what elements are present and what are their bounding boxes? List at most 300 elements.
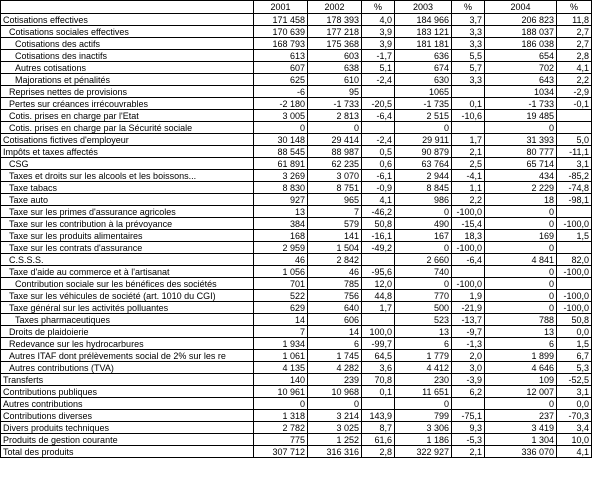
value-cell: -1,7 <box>362 50 395 62</box>
value-cell: 674 <box>395 62 452 74</box>
row-label: Taxe sur les contribution à la prévoyance <box>1 218 254 230</box>
value-cell: 0 <box>395 242 452 254</box>
value-cell: 523 <box>395 314 452 326</box>
value-cell: 384 <box>254 218 308 230</box>
row-label: Taxe tabacs <box>1 182 254 194</box>
value-cell: -70,3 <box>557 410 592 422</box>
row-label: Majorations et pénalités <box>1 74 254 86</box>
value-cell: 169 <box>485 230 557 242</box>
row-label: Redevance sur les hydrocarbures <box>1 338 254 350</box>
value-cell: 13 <box>395 326 452 338</box>
value-cell: -3,9 <box>452 374 485 386</box>
header-cell: 2003 <box>395 1 452 14</box>
value-cell <box>362 86 395 98</box>
value-cell <box>362 254 395 266</box>
value-cell: 6 <box>308 338 362 350</box>
value-cell: -15,4 <box>452 218 485 230</box>
value-cell: -85,2 <box>557 170 592 182</box>
value-cell: 3,7 <box>452 14 485 26</box>
value-cell: -100,0 <box>557 266 592 278</box>
value-cell: 1 899 <box>485 350 557 362</box>
value-cell: 3,4 <box>557 422 592 434</box>
value-cell <box>557 110 592 122</box>
value-cell: -95,6 <box>362 266 395 278</box>
value-cell: 0 <box>395 122 452 134</box>
value-cell: 0 <box>485 242 557 254</box>
value-cell: 638 <box>308 62 362 74</box>
value-cell: 0 <box>395 206 452 218</box>
value-cell: 10 968 <box>308 386 362 398</box>
value-cell: 0 <box>254 122 308 134</box>
value-cell: 2 229 <box>485 182 557 194</box>
value-cell: -2 180 <box>254 98 308 110</box>
value-cell: 2 944 <box>395 170 452 182</box>
row-label: Autres cotisations <box>1 62 254 74</box>
value-cell: 701 <box>254 278 308 290</box>
value-cell: 2,5 <box>452 158 485 170</box>
row-label: Cotis. prises en charge par la Sécurité sociale <box>1 122 254 134</box>
value-cell: -2,4 <box>362 134 395 146</box>
value-cell: 80 777 <box>485 146 557 158</box>
value-cell: 0 <box>485 122 557 134</box>
header-cell: 2002 <box>308 1 362 14</box>
value-cell: 9,3 <box>452 422 485 434</box>
value-cell: 799 <box>395 410 452 422</box>
row-label: Divers produits techniques <box>1 422 254 434</box>
value-cell: 140 <box>254 374 308 386</box>
row-label: Taxe général sur les activités polluantes <box>1 302 254 314</box>
table-row <box>1 302 592 314</box>
value-cell: 14 <box>308 326 362 338</box>
value-cell: 0 <box>485 398 557 410</box>
value-cell: -6,1 <box>362 170 395 182</box>
value-cell: -10,6 <box>452 110 485 122</box>
value-cell <box>557 242 592 254</box>
value-cell: 610 <box>308 74 362 86</box>
value-cell: 490 <box>395 218 452 230</box>
value-cell: 2,0 <box>452 350 485 362</box>
value-cell: 50,8 <box>557 314 592 326</box>
value-cell: 5,5 <box>452 50 485 62</box>
value-cell: 3 214 <box>308 410 362 422</box>
value-cell: 109 <box>485 374 557 386</box>
table-row <box>1 74 592 86</box>
value-cell: 237 <box>485 410 557 422</box>
value-cell: 29 911 <box>395 134 452 146</box>
value-cell: -2,4 <box>362 74 395 86</box>
value-cell: 8 845 <box>395 182 452 194</box>
value-cell: 1,7 <box>452 134 485 146</box>
value-cell: 579 <box>308 218 362 230</box>
value-cell: -100,0 <box>557 302 592 314</box>
value-cell: 6 <box>395 338 452 350</box>
value-cell: 3 419 <box>485 422 557 434</box>
value-cell: 11,8 <box>557 14 592 26</box>
row-label: Autres contributions <box>1 398 254 410</box>
table-row <box>1 254 592 266</box>
value-cell: 3,0 <box>452 362 485 374</box>
value-cell: 640 <box>308 302 362 314</box>
header-cell: 2004 <box>485 1 557 14</box>
value-cell: 0 <box>485 278 557 290</box>
value-cell: 322 927 <box>395 446 452 458</box>
value-cell: 643 <box>485 74 557 86</box>
value-cell: 702 <box>485 62 557 74</box>
value-cell: 1,5 <box>557 338 592 350</box>
value-cell: 64,5 <box>362 350 395 362</box>
row-label: Cotisations sociales effectives <box>1 26 254 38</box>
row-label: Produits de gestion courante <box>1 434 254 446</box>
value-cell: -100,0 <box>557 218 592 230</box>
value-cell: -0,1 <box>557 98 592 110</box>
value-cell: 1,9 <box>452 290 485 302</box>
value-cell: 0,6 <box>362 158 395 170</box>
value-cell: 1 504 <box>308 242 362 254</box>
value-cell: 5,7 <box>452 62 485 74</box>
value-cell: -5,3 <box>452 434 485 446</box>
table-row <box>1 158 592 170</box>
row-label: Cotisations des actifs <box>1 38 254 50</box>
value-cell: 168 793 <box>254 38 308 50</box>
table-row <box>1 338 592 350</box>
row-label: Pertes sur créances irrécouvrables <box>1 98 254 110</box>
value-cell: 3 025 <box>308 422 362 434</box>
table-row <box>1 146 592 158</box>
value-cell: 1 745 <box>308 350 362 362</box>
row-label: Impôts et taxes affectés <box>1 146 254 158</box>
value-cell: 3,3 <box>452 38 485 50</box>
value-cell: -11,1 <box>557 146 592 158</box>
value-cell: 2,8 <box>362 446 395 458</box>
value-cell: 8 751 <box>308 182 362 194</box>
value-cell <box>557 206 592 218</box>
value-cell: 4 135 <box>254 362 308 374</box>
value-cell: 18 <box>485 194 557 206</box>
value-cell: 183 121 <box>395 26 452 38</box>
row-label: Total des produits <box>1 446 254 458</box>
value-cell: 1 779 <box>395 350 452 362</box>
value-cell: 90 879 <box>395 146 452 158</box>
row-label: Taxe sur les primes d'assurance agricoles <box>1 206 254 218</box>
value-cell: 603 <box>308 50 362 62</box>
row-label: Taxe d'aide au commerce et à l'artisanat <box>1 266 254 278</box>
value-cell: 2,7 <box>557 26 592 38</box>
table-row <box>1 122 592 134</box>
value-cell: 770 <box>395 290 452 302</box>
value-cell: 2 660 <box>395 254 452 266</box>
value-cell: 2,2 <box>452 194 485 206</box>
value-cell: 8 830 <box>254 182 308 194</box>
table-row <box>1 170 592 182</box>
header-cell: % <box>452 1 485 14</box>
value-cell: 0 <box>395 278 452 290</box>
row-label: Autres contributions (TVA) <box>1 362 254 374</box>
value-cell: 4 412 <box>395 362 452 374</box>
value-cell: 3,9 <box>362 38 395 50</box>
value-cell: 1 318 <box>254 410 308 422</box>
value-cell: 167 <box>395 230 452 242</box>
value-cell: -0,9 <box>362 182 395 194</box>
row-label: Contribution sociale sur les bénéfices des sociétés <box>1 278 254 290</box>
table-row <box>1 386 592 398</box>
value-cell: 500 <box>395 302 452 314</box>
value-cell: 2 782 <box>254 422 308 434</box>
value-cell: 141 <box>308 230 362 242</box>
value-cell <box>452 122 485 134</box>
value-cell: 95 <box>308 86 362 98</box>
value-cell: 2 515 <box>395 110 452 122</box>
value-cell: 927 <box>254 194 308 206</box>
value-cell: 3,3 <box>452 26 485 38</box>
value-cell: 0,1 <box>452 98 485 110</box>
value-cell: 0 <box>308 398 362 410</box>
table-row <box>1 134 592 146</box>
table-row <box>1 278 592 290</box>
value-cell: 5,3 <box>557 362 592 374</box>
value-cell <box>557 278 592 290</box>
value-cell: 3 306 <box>395 422 452 434</box>
value-cell: 3 070 <box>308 170 362 182</box>
value-cell: 1 304 <box>485 434 557 446</box>
value-cell: -6,4 <box>362 110 395 122</box>
value-cell: 6,7 <box>557 350 592 362</box>
value-cell: -49,2 <box>362 242 395 254</box>
table-row <box>1 218 592 230</box>
row-label: CSG <box>1 158 254 170</box>
row-label: Contributions diverses <box>1 410 254 422</box>
table-row <box>1 86 592 98</box>
value-cell: -1 733 <box>485 98 557 110</box>
value-cell: 0 <box>485 218 557 230</box>
value-cell: 607 <box>254 62 308 74</box>
value-cell: 1034 <box>485 86 557 98</box>
value-cell: -98,1 <box>557 194 592 206</box>
table-row <box>1 350 592 362</box>
value-cell: 4,0 <box>362 14 395 26</box>
value-cell: 61,6 <box>362 434 395 446</box>
row-label: Droits de plaidoierie <box>1 326 254 338</box>
table-row <box>1 410 592 422</box>
header-cell: 2001 <box>254 1 308 14</box>
value-cell: -6 <box>254 86 308 98</box>
value-cell: 50,8 <box>362 218 395 230</box>
value-cell: -100,0 <box>452 206 485 218</box>
value-cell: 4,1 <box>557 62 592 74</box>
value-cell: 4 841 <box>485 254 557 266</box>
row-label: C.S.S.S. <box>1 254 254 266</box>
value-cell: 307 712 <box>254 446 308 458</box>
value-cell: 168 <box>254 230 308 242</box>
value-cell: 18,3 <box>452 230 485 242</box>
row-label: Taxe sur les véhicules de société (art. 1010 du CGI) <box>1 290 254 302</box>
value-cell: 740 <box>395 266 452 278</box>
value-cell: 630 <box>395 74 452 86</box>
value-cell: 7 <box>308 206 362 218</box>
value-cell: -46,2 <box>362 206 395 218</box>
value-cell: 0 <box>485 266 557 278</box>
value-cell: 0,5 <box>362 146 395 158</box>
value-cell: -1 735 <box>395 98 452 110</box>
value-cell: 62 235 <box>308 158 362 170</box>
table-row <box>1 362 592 374</box>
value-cell: 775 <box>254 434 308 446</box>
value-cell: 4,1 <box>557 446 592 458</box>
value-cell: 63 764 <box>395 158 452 170</box>
value-cell: 3,6 <box>362 362 395 374</box>
value-cell: 10 961 <box>254 386 308 398</box>
value-cell: -2,9 <box>557 86 592 98</box>
header-cell: % <box>557 1 592 14</box>
value-cell: 0,1 <box>362 386 395 398</box>
value-cell: 177 218 <box>308 26 362 38</box>
value-cell: 29 414 <box>308 134 362 146</box>
value-cell: 336 070 <box>485 446 557 458</box>
value-cell: 1,5 <box>557 230 592 242</box>
value-cell: 1,7 <box>362 302 395 314</box>
value-cell: 11 651 <box>395 386 452 398</box>
table-row <box>1 206 592 218</box>
value-cell: 6,2 <box>452 386 485 398</box>
row-label: Taxes pharmaceutiques <box>1 314 254 326</box>
header-cell <box>1 1 254 14</box>
table-row <box>1 182 592 194</box>
value-cell: 629 <box>254 302 308 314</box>
value-cell: 31 393 <box>485 134 557 146</box>
value-cell: 1 186 <box>395 434 452 446</box>
value-cell: 1 061 <box>254 350 308 362</box>
value-cell: 1 252 <box>308 434 362 446</box>
row-label: Cotisations effectives <box>1 14 254 26</box>
value-cell: 5,1 <box>362 62 395 74</box>
value-cell: 143,9 <box>362 410 395 422</box>
value-cell: -74,8 <box>557 182 592 194</box>
value-cell: 2,1 <box>452 446 485 458</box>
value-cell: -20,5 <box>362 98 395 110</box>
value-cell: -4,1 <box>452 170 485 182</box>
value-cell: 1 934 <box>254 338 308 350</box>
value-cell: 14 <box>254 314 308 326</box>
value-cell: 175 368 <box>308 38 362 50</box>
value-cell <box>362 314 395 326</box>
value-cell: 986 <box>395 194 452 206</box>
value-cell: 88 987 <box>308 146 362 158</box>
table-row <box>1 398 592 410</box>
row-label: Taxe auto <box>1 194 254 206</box>
value-cell: 65 714 <box>485 158 557 170</box>
value-cell: 625 <box>254 74 308 86</box>
value-cell <box>452 398 485 410</box>
table-body <box>1 14 592 458</box>
value-cell: 46 <box>254 254 308 266</box>
value-cell: 82,0 <box>557 254 592 266</box>
value-cell: 12 007 <box>485 386 557 398</box>
table-row <box>1 26 592 38</box>
table-row <box>1 62 592 74</box>
value-cell: 0 <box>308 122 362 134</box>
value-cell: 186 038 <box>485 38 557 50</box>
value-cell <box>362 122 395 134</box>
value-cell: -1,3 <box>452 338 485 350</box>
table-row <box>1 374 592 386</box>
row-label: Cotisations fictives d'employeur <box>1 134 254 146</box>
value-cell: 8,7 <box>362 422 395 434</box>
value-cell: 188 037 <box>485 26 557 38</box>
value-cell: -1 733 <box>308 98 362 110</box>
value-cell: 239 <box>308 374 362 386</box>
table-row <box>1 110 592 122</box>
table-row <box>1 230 592 242</box>
value-cell: -6,4 <box>452 254 485 266</box>
value-cell: 46 <box>308 266 362 278</box>
value-cell: 7 <box>254 326 308 338</box>
value-cell: 2,1 <box>452 146 485 158</box>
value-cell: -99,7 <box>362 338 395 350</box>
value-cell: -100,0 <box>452 278 485 290</box>
value-cell: 3,1 <box>557 386 592 398</box>
value-cell: 613 <box>254 50 308 62</box>
value-cell: 0 <box>485 206 557 218</box>
value-cell: 10,0 <box>557 434 592 446</box>
value-cell: -100,0 <box>557 290 592 302</box>
table-row <box>1 266 592 278</box>
value-cell: 2,8 <box>557 50 592 62</box>
value-cell: -21,9 <box>452 302 485 314</box>
value-cell: 0,0 <box>557 398 592 410</box>
value-cell: -9,7 <box>452 326 485 338</box>
value-cell: 2 959 <box>254 242 308 254</box>
row-label: Contributions publiques <box>1 386 254 398</box>
value-cell: 1 056 <box>254 266 308 278</box>
value-cell: 171 458 <box>254 14 308 26</box>
table-row <box>1 98 592 110</box>
value-cell: 170 639 <box>254 26 308 38</box>
value-cell <box>452 266 485 278</box>
value-cell: 1065 <box>395 86 452 98</box>
value-cell: 184 966 <box>395 14 452 26</box>
row-label: Taxe sur les produits alimentaires <box>1 230 254 242</box>
table-row <box>1 290 592 302</box>
value-cell: 206 823 <box>485 14 557 26</box>
value-cell: 522 <box>254 290 308 302</box>
table-row <box>1 38 592 50</box>
value-cell: 2 842 <box>308 254 362 266</box>
total-row <box>1 446 592 458</box>
value-cell: 0 <box>395 398 452 410</box>
header-cell: % <box>362 1 395 14</box>
value-cell: 3,1 <box>557 158 592 170</box>
value-cell: -52,5 <box>557 374 592 386</box>
row-label: Transferts <box>1 374 254 386</box>
table-row <box>1 50 592 62</box>
value-cell: 788 <box>485 314 557 326</box>
value-cell: -75,1 <box>452 410 485 422</box>
value-cell: 5,0 <box>557 134 592 146</box>
value-cell <box>362 398 395 410</box>
value-cell: 88 545 <box>254 146 308 158</box>
value-cell: 100,0 <box>362 326 395 338</box>
value-cell: 3,3 <box>452 74 485 86</box>
value-cell: 2,2 <box>557 74 592 86</box>
value-cell: 230 <box>395 374 452 386</box>
value-cell: -16,1 <box>362 230 395 242</box>
table-row <box>1 326 592 338</box>
row-label: Reprises nettes de provisions <box>1 86 254 98</box>
value-cell: 2,7 <box>557 38 592 50</box>
header-row <box>1 1 592 14</box>
value-cell: 181 181 <box>395 38 452 50</box>
value-cell: 316 316 <box>308 446 362 458</box>
table-row <box>1 14 592 26</box>
